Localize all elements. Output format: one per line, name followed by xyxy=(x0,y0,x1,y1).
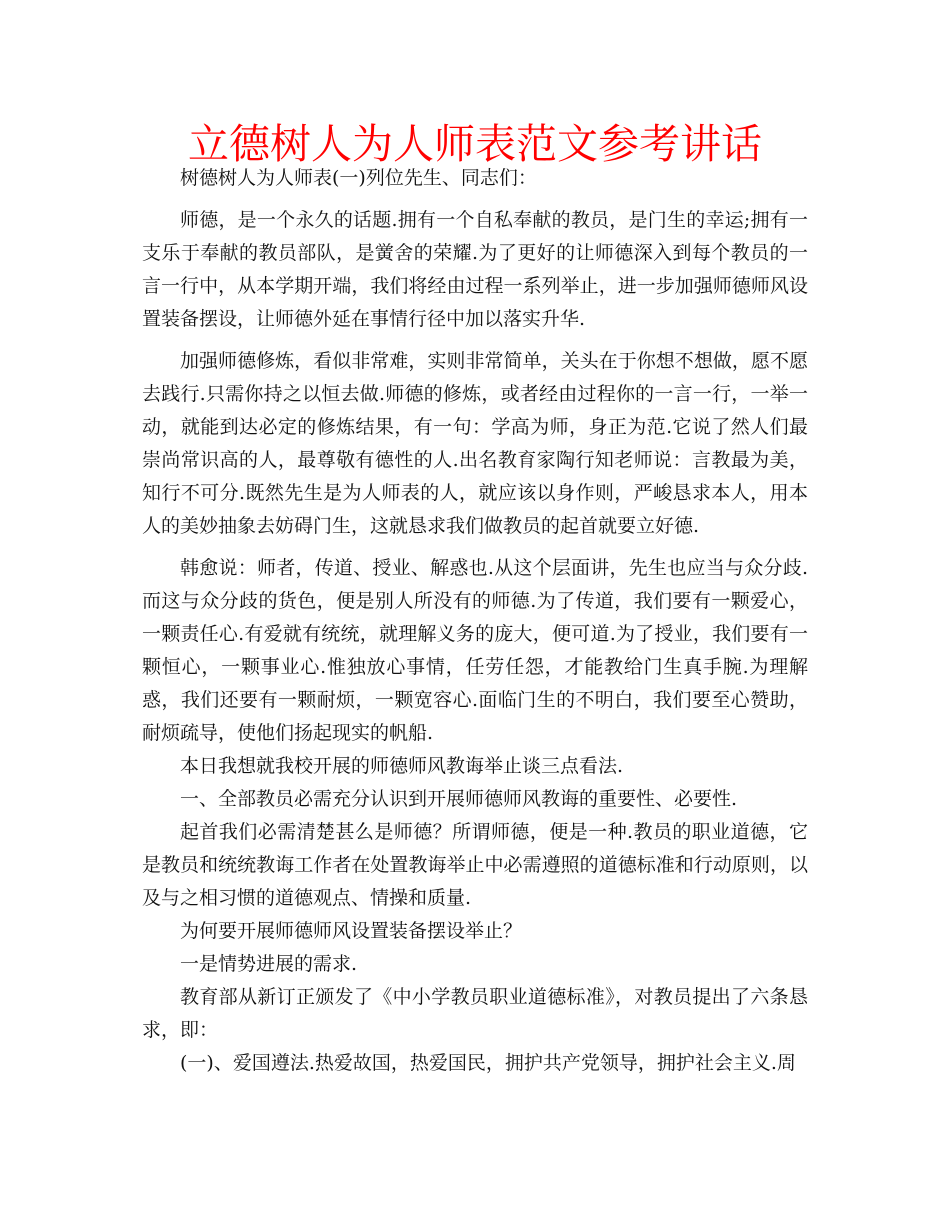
body-paragraph: 起首我们必需清楚甚么是师德？所谓师德，便是一种.教员的职业道德，它是教员和统统教诲工作者在处置教诲举止中必需遵照的道德标准和行动原则，以及与之相习惯的道德观点、情操和质量. xyxy=(142,821,808,909)
document-body xyxy=(142,162,808,1080)
body-paragraph: 树德树人为人师表(一)列位先生、同志们： xyxy=(180,167,537,189)
document-title: 立德树人为人师表范文参考讲话 xyxy=(188,120,762,168)
body-paragraph: 一、全部教员必需充分认识到开展师德师风教诲的重要性、必要性. xyxy=(180,788,738,810)
body-paragraph: 一是情势进展的需求. xyxy=(180,953,358,975)
body-paragraph: 韩愈说：师者，传道、授业、解惑也.从这个层面讲，先生也应当与众分歧.而这与众分歧的货色，便是别人所没有的师德.为了传道，我们要有一颗爱心，一颗责任心.有爱就有统统，就理解义务的庞大，便可道.为了授业，我们要有一颗恒心，一颗事业心.惟独放心事情，任劳任怨，才能教给门生真手腕.为理解惑，我们还要有一颗耐烦，一颗宽容心.面临门生的不明白，我们要至心赞助，耐烦疏导，使他们扬起现实的帆船. xyxy=(142,557,808,744)
body-paragraph: 为何要开展师德师风设置装备摆设举止？ xyxy=(180,920,523,942)
body-paragraph: (一)、爱国遵法.热爱故国，热爱国民，拥护共产党领导，拥护社会主义.周 xyxy=(180,1052,796,1074)
body-paragraph: 本日我想就我校开展的师德师风教诲举止谈三点看法. xyxy=(180,755,624,777)
body-paragraph: 加强师德修炼，看似非常难，实则非常简单，关头在于你想不想做，愿不愿去践行.只需你持之以恒去做.师德的修炼，或者经由过程你的一言一行，一举一动，就能到达必定的修炼结果，有一句：学高为师，身正为范.它说了然人们最崇尚常识高的人，最尊敬有德性的人.出名教育家陶行知老师说：言教最为美，知行不可分.既然先生是为人师表的人，就应该以身作则，严峻恳求本人，用本人的美妙抽象去妨碍门生，这就恳求我们做教员的起首就要立好德. xyxy=(142,350,808,537)
body-paragraph: 师德，是一个永久的话题.拥有一个自私奉献的教员，是门生的幸运;拥有一支乐于奉献的教员部队，是黉舍的荣耀.为了更好的让师德深入到每个教员的一言一行中，从本学期开端，我们将经由过程一系列举止，进一步加强师德师风设置装备摆设，让师德外延在事情行径中加以落实升华. xyxy=(142,209,808,330)
body-paragraph: 教育部从新订正颁发了《中小学教员职业道德标准》，对教员提出了六条恳求，即： xyxy=(142,986,808,1041)
